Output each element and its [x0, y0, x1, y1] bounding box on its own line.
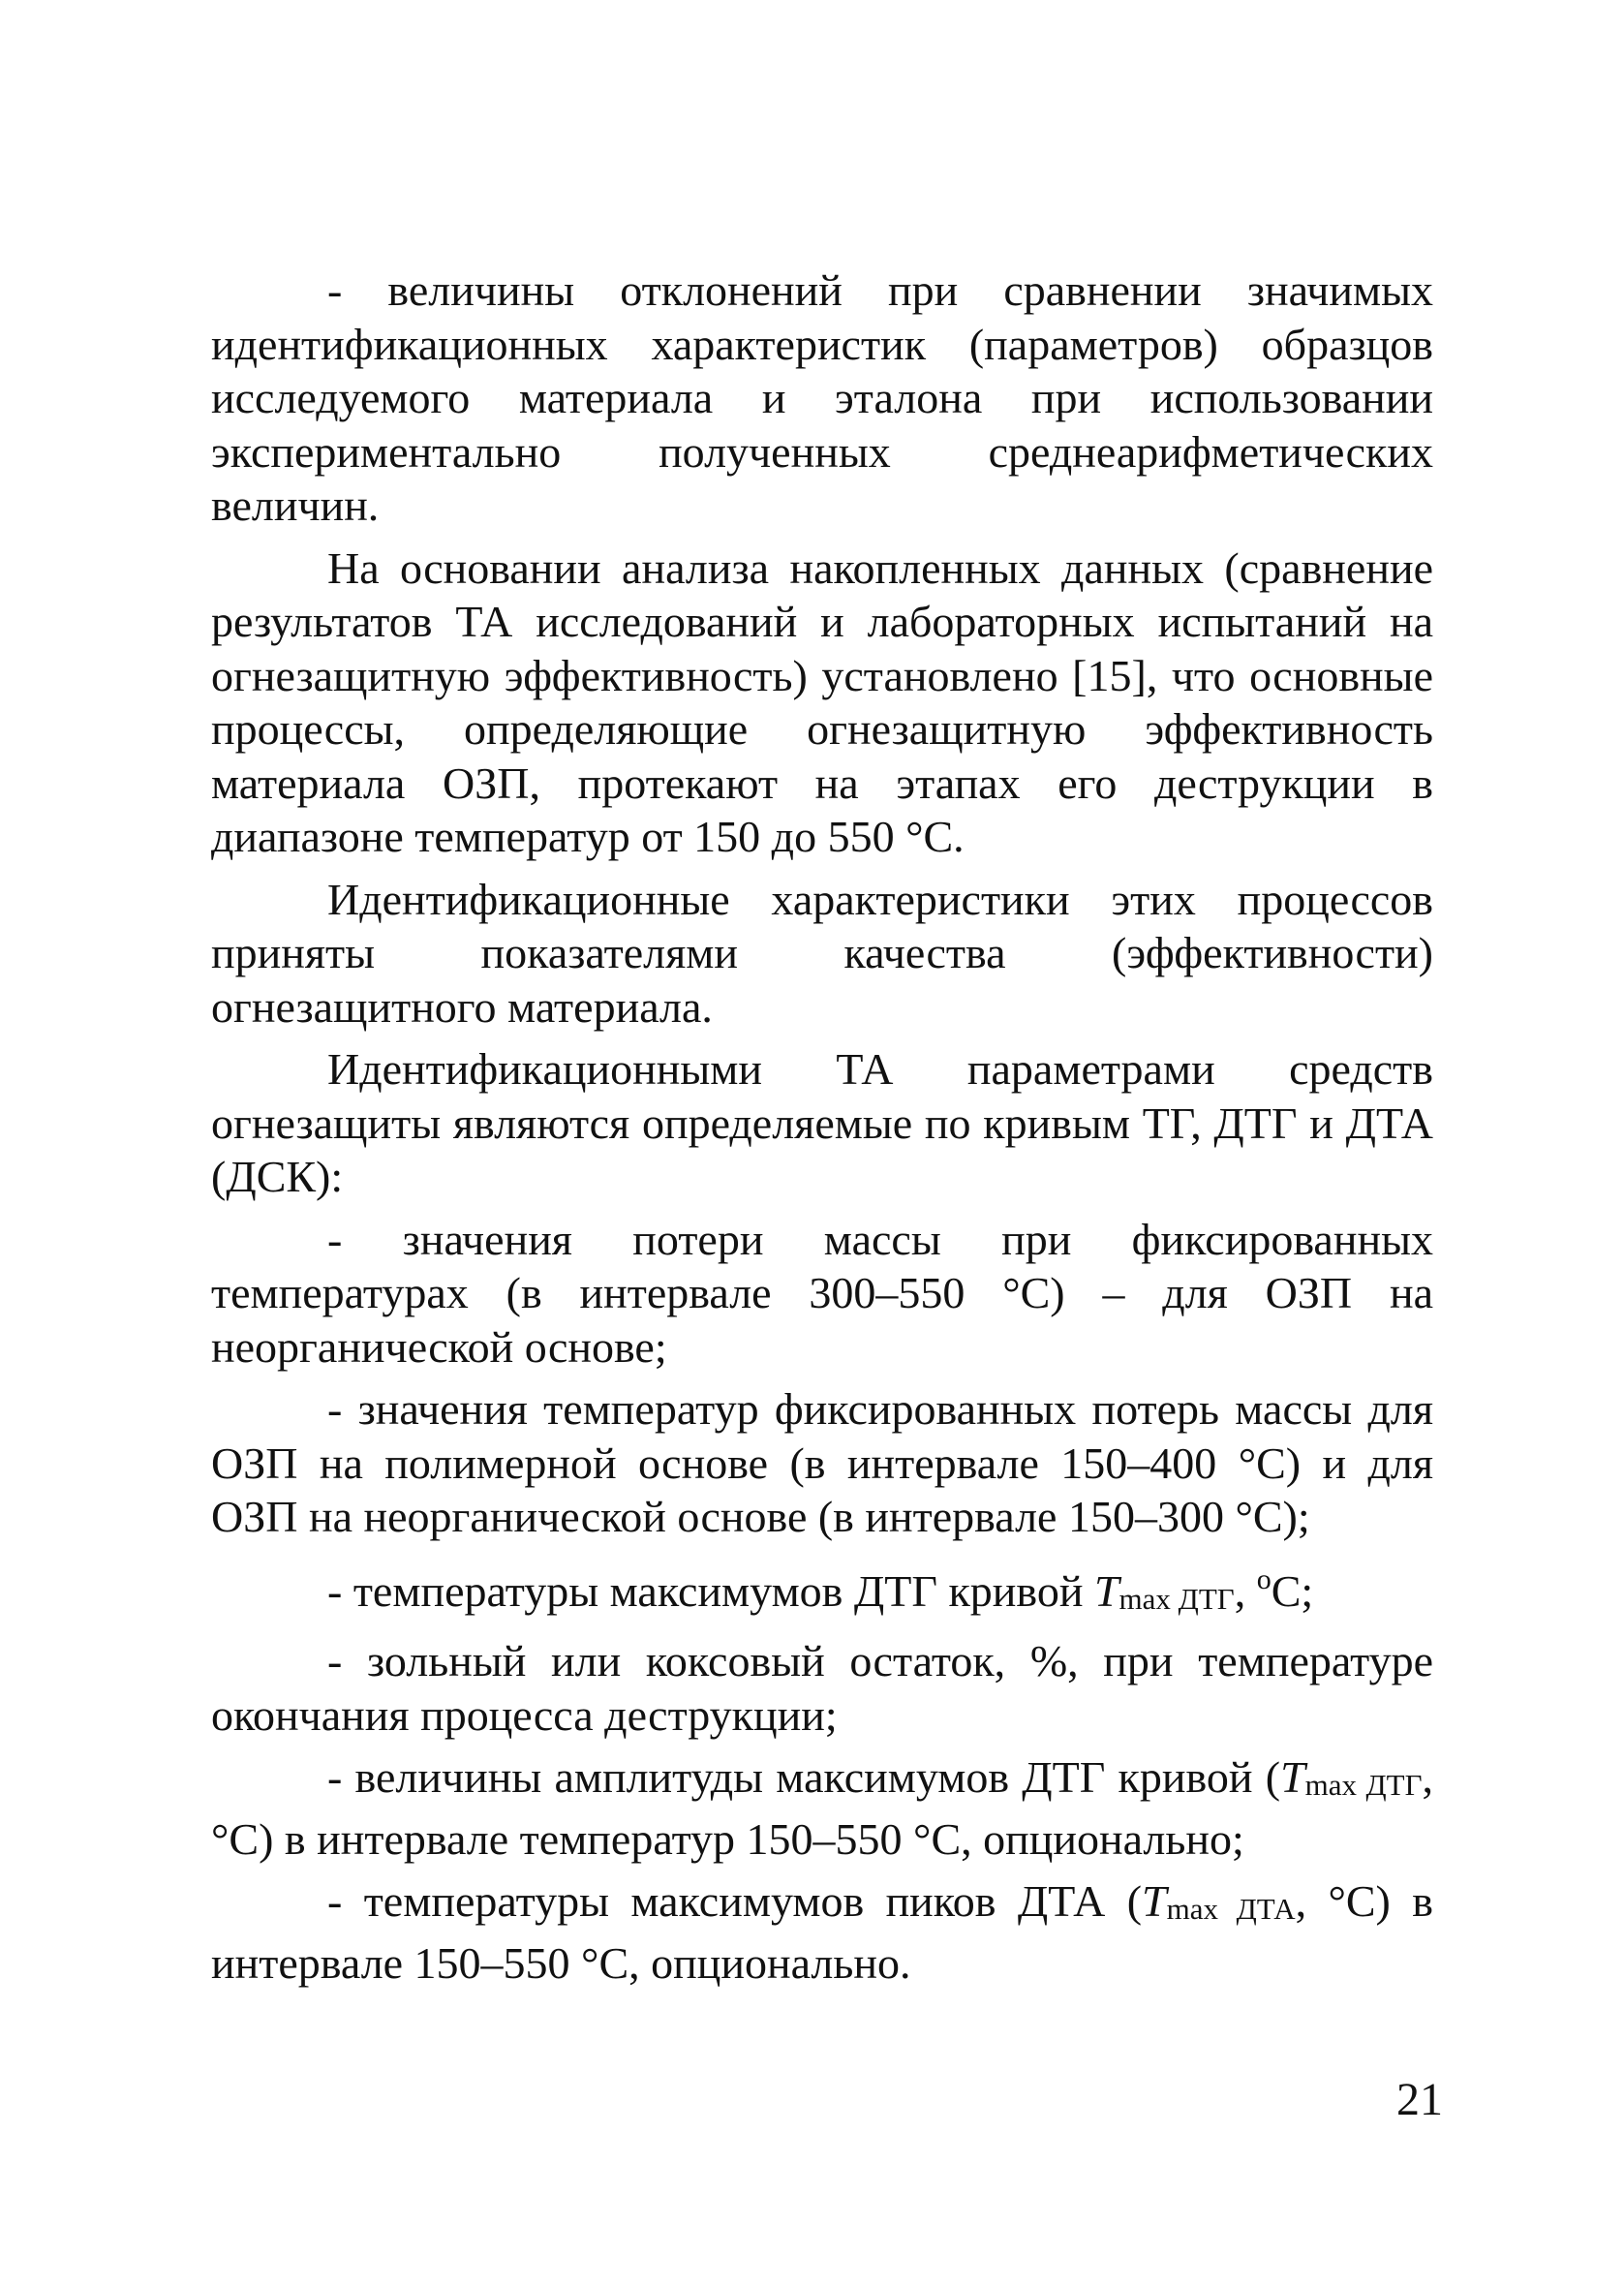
paragraph-ta-parameters: Идентификационными ТА параметрами средств огнезащиты являются определяемые по кривым ТГ, ДТГ и ДТА (ДСК):	[211, 1044, 1433, 1201]
tmax-subscript: max ДТГ	[1118, 1581, 1235, 1616]
list-item-mass-loss: - значения потери массы при фиксированных температурах (в интервале 300–550 °С) – для ОЗП на неорганической основе;	[211, 1214, 1433, 1372]
list-item-dtg-amplitude-text: - величины амплитуды максимумов ДТГ кривой (	[327, 1752, 1281, 1802]
body-text	[211, 263, 1433, 1990]
list-item-dtg-maxima-unit: C;	[1271, 1565, 1314, 1616]
list-item-dtg-amplitude: - величины амплитуды максимумов ДТГ кривой (Tmax ДТГ, °С) в интервале температур 150–550 °С, опционально;	[211, 1752, 1433, 1864]
paragraph-deviation-values: - величины отклонений при сравнении значимых идентификационных характеристик (параметров) образцов исследуемого материала и эталона при использовании экспериментально полученных среднеарифметических величин.	[211, 265, 1433, 530]
list-item-dtg-maxima: - температуры максимумов ДТГ кривой Tmax ДТГ, $^o$C;	[327, 1562, 1314, 1616]
tmax-symbol: T	[1093, 1565, 1119, 1616]
paragraph-analysis: На основании анализа накопленных данных (сравнение результатов ТА исследований и лабораторных испытаний на огнезащитную эффективность) установлено [15], что основные процессы, определяющие огнезащитную эффективность материала ОЗП, протекают на этапах его деструкции в диапазоне температур от 150 до 550 °С.	[211, 542, 1433, 861]
list-item-dta-peaks: - температуры максимумов пиков ДТА (Tmax ДТА, °С) в интервале 150–550 °С, опционально.	[211, 1876, 1433, 1988]
page-number: 21	[1396, 2074, 1443, 2125]
list-item-ash-residue: - зольный или коксовый остаток, %, при температуре окончания процесса деструкции;	[211, 1636, 1433, 1740]
list-item-dta-peaks-tail: °С) в интервале 150–550 °С, опционально.	[211, 1876, 1433, 1988]
tmax-symbol: T	[1280, 1752, 1305, 1802]
paragraph-identification-characteristics: Идентификационные характеристики этих процессов приняты показателями качества (эффективности) огнезащитного материала.	[211, 874, 1433, 1032]
degree-sign: o	[1256, 1562, 1272, 1595]
list-item-dtg-maxima-text: - температуры максимумов ДТГ кривой	[327, 1565, 1094, 1616]
list-item-dtg-amplitude-tail: °С) в интервале температур 150–550 °С, опционально;	[211, 1813, 1244, 1864]
list-item-dta-peaks-text: - температуры максимумов пиков ДТА (	[327, 1876, 1143, 1926]
list-item-temperatures-mass-loss: - значения температур фиксированных потерь массы для ОЗП на полимерной основе (в интервале 150–400 °С) и для ОЗП на неорганической основе (в интервале 150–300 °С);	[211, 1384, 1433, 1541]
tmax-symbol: T	[1142, 1876, 1167, 1926]
tmax-subscript: max ДТГ	[1304, 1768, 1423, 1802]
tmax-subscript: max ДТА	[1166, 1892, 1296, 1926]
